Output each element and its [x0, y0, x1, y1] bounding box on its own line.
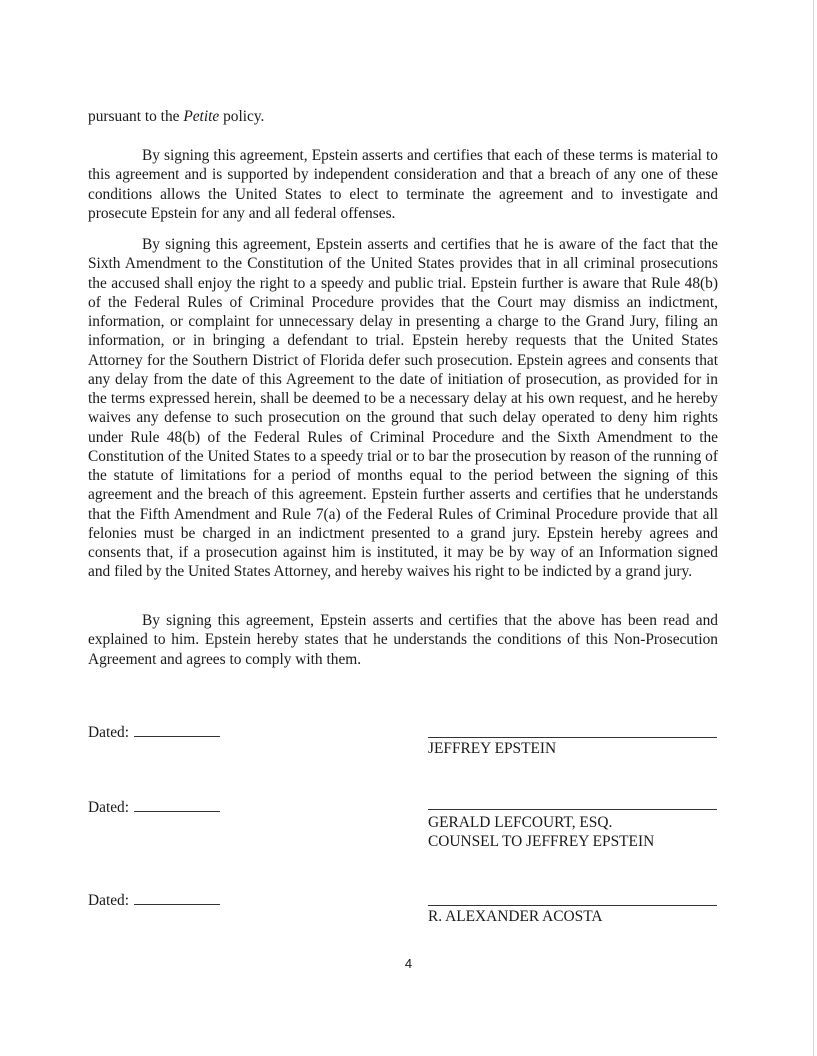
date-blank [134, 797, 220, 812]
signatory-name-1: JEFFREY EPSTEIN [428, 740, 557, 757]
paragraph-read-explained [88, 611, 718, 669]
paragraph-text: By signing this agreement, Epstein asserts and certifies that each of these terms is material to this agreement and is supported by independent consideration and that a breach of any one of these conditions allows the United States to elect to terminate the agreement and to investigate and prosecute Epstein for any and all federal offenses. [88, 147, 718, 222]
dated-field-1 [88, 722, 220, 742]
page-number: 4 [404, 956, 413, 971]
para0-suffix: policy. [219, 108, 265, 125]
dated-field-2 [88, 797, 220, 817]
dated-label: Dated: [88, 799, 130, 816]
date-blank [134, 722, 220, 737]
para0-italic: Petite [183, 108, 220, 125]
scan-edge-line [813, 0, 814, 1056]
signatory-name-3: R. ALEXANDER ACOSTA [428, 908, 603, 925]
dated-label: Dated: [88, 724, 130, 741]
paragraph-text: By signing this agreement, Epstein asserts and certifies that he is aware of the fact that the Sixth Amendment to the Constitution of the United States provides that in all criminal prosecutions the accused shall enjoy the right to a speedy and public trial. Epstein further is aware that Rule 48(b) of the Federal Rules of Criminal Procedure provides that the Court may dismiss an indictment, information, or complaint for unnecessary delay in presenting a charge to the Grand Jury, filing an information, or in bringing a defendant to trial. Epstein hereby requests that the United States Attorney for the Southern District of Florida defer such prosecution. Epstein agrees and consents that any delay from the date of this Agreement to the date of initiation of prosecution, as provided for in the terms expressed herein, shall be deemed to be a necessary delay at his own request, and he hereby waives any defense to such prosecution on the ground that such delay operated to deny him rights under Rule 48(b) of the Federal Rules of Criminal Procedure and the Sixth Amendment to the Constitution of the United States to a speedy trial or to bar the prosecution by reason of the running of the statute of limitations for a period of months equal to the period between the signing of this agreement and the breach of this agreement. Epstein further asserts and certifies that he understands that the Fifth Amendment and Rule 7(a) of the Federal Rules of Criminal Procedure provide that all felonies must be charged in an indictment presented to a grand jury. Epstein hereby agrees and consents that, if a prosecution against him is instituted, it may be by way of an Information signed and filed by the United States Attorney, and hereby waives his right to be indicted by a grand jury. [88, 236, 718, 581]
paragraph-terms-material [88, 146, 718, 223]
signature-line-3 [428, 905, 717, 906]
para0-prefix: pursuant to the [88, 108, 184, 125]
paragraph-speedy-trial [88, 235, 718, 582]
signatory-title-2: COUNSEL TO JEFFREY EPSTEIN [428, 833, 655, 850]
date-blank [134, 890, 220, 905]
paragraph-petite [88, 107, 718, 126]
dated-label: Dated: [88, 892, 130, 909]
signature-line-2 [428, 809, 717, 810]
signature-line-1 [428, 737, 717, 738]
paragraph-text: By signing this agreement, Epstein asserts and certifies that the above has been read and explained to him. Epstein hereby states that he understands the conditions of this Non-Prosecution Agreement and agrees to comply with them. [88, 612, 718, 668]
signatory-name-2: GERALD LEFCOURT, ESQ. [428, 814, 613, 831]
dated-field-3 [88, 890, 220, 910]
